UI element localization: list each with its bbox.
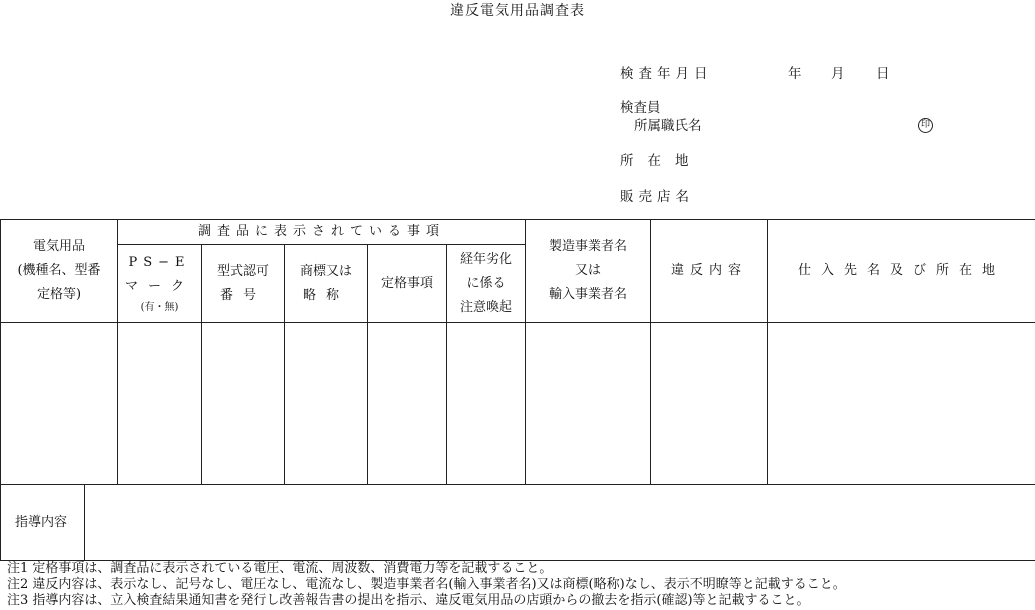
affiliation-name-label: 所属職氏名: [634, 118, 702, 134]
note-3: 注3 指導内容は、立入検査結果通知書を発行し改善報告書の提出を指示、違反電気用品の店頭からの撤去を指示(確認)等と記載すること。: [7, 593, 810, 608]
notes: [7, 561, 846, 609]
note-2: 注2 違反内容は、表示なし、記号なし、電圧なし、電流なし、製造事業者名(輸入事業者名)又は商標(略称)なし、表示不明瞭等と記載すること。: [7, 577, 846, 592]
trademark-header: 商標又は 略称: [285, 245, 368, 323]
address-label: 所在地: [620, 153, 703, 169]
ps-mark-cell: [118, 323, 202, 485]
page-title: 違反電気用品調査表: [450, 3, 585, 19]
rating-cell: [368, 323, 447, 485]
inspector-label: 検査員: [620, 100, 661, 116]
violation-cell: [651, 323, 768, 485]
guidance-label: 指導内容: [1, 485, 85, 561]
year-label: 年: [788, 66, 802, 82]
manufacturer-cell: [526, 323, 651, 485]
supplier-cell: [768, 323, 1035, 485]
store-name-label: 販売店名: [620, 189, 694, 205]
aging-warning-cell: [447, 323, 526, 485]
seal-icon: 印: [918, 116, 933, 133]
day-label: 日: [876, 66, 890, 82]
displayed-items-header: 調査品に表示されている事項: [118, 220, 526, 245]
model-approval-header: 型式認可 番号: [202, 245, 285, 323]
month-label: 月: [831, 66, 845, 82]
product-cell: [1, 323, 118, 485]
rating-header: 定格事項: [368, 245, 447, 323]
supplier-header: 仕入先名及び所在地: [768, 220, 1035, 323]
violation-header: 違反内容: [651, 220, 768, 323]
manufacturer-header: 製造事業者名 又は 輸入事業者名: [526, 220, 651, 323]
product-header: 電気用品 (機種名、型番 定格等): [1, 220, 118, 323]
inspection-date-label: 検査年月日: [620, 66, 713, 82]
note-1: 注1 定格事項は、調査品に表示されている電圧、電流、周波数、消費電力等を記載すること。: [7, 561, 553, 576]
trademark-cell: [285, 323, 368, 485]
ps-mark-header: PS−E マーク (有・無): [118, 245, 202, 323]
survey-table: [0, 219, 1035, 561]
guidance-cell: [85, 485, 1035, 561]
aging-warning-header: 経年劣化 に係る 注意喚起: [447, 245, 526, 323]
model-approval-cell: [202, 323, 285, 485]
